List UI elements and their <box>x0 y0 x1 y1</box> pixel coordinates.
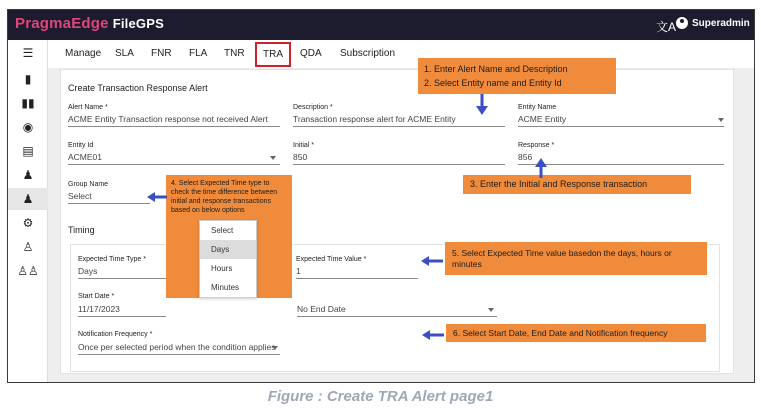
sidebar <box>8 40 48 383</box>
callout-step-1-2 <box>418 58 616 94</box>
tab-bar <box>48 40 755 68</box>
entity-id-underline <box>68 164 280 165</box>
description-input[interactable]: Transaction response alert for ACME Entity <box>293 114 456 124</box>
expected-time-value-underline <box>296 278 418 279</box>
expected-time-type-underline <box>78 278 166 279</box>
arrow-up-icon <box>535 158 547 178</box>
initial-label: Initial * <box>293 142 315 149</box>
user-settings-icon[interactable]: ♙ <box>22 240 34 254</box>
end-date-underline <box>297 316 497 317</box>
expected-time-value-input[interactable]: 1 <box>296 266 301 276</box>
entity-name-chevron-down-icon[interactable] <box>718 118 724 122</box>
dropdown-option-days[interactable]: Days <box>200 240 256 259</box>
group-name-label: Group Name <box>68 181 109 188</box>
entity-name-label: Entity Name <box>518 104 557 111</box>
product-name: FileGPS <box>112 16 164 31</box>
expected-time-type-dropdown[interactable] <box>199 220 257 298</box>
dropdown-option-hours[interactable]: Hours <box>211 264 233 273</box>
callout-step-6: 6. Select Start Date, End Date and Notification frequency <box>446 324 706 342</box>
callout-step-4-text: 4. Select Expected Time type to check the time difference between initial and response transactions based on below options <box>171 180 278 214</box>
entity-id-label: Entity Id <box>68 142 94 149</box>
group-name-select[interactable]: Select <box>68 191 92 201</box>
callout-step-2: 2. Select Entity name and Entity Id <box>424 78 562 88</box>
start-date-underline <box>78 316 166 317</box>
tab-qda[interactable]: QDA <box>300 48 322 59</box>
user-name: Superadmin <box>692 17 750 29</box>
menu-icon[interactable]: ☰ <box>22 46 34 60</box>
start-date-input[interactable]: 11/17/2023 <box>78 304 120 314</box>
user-menu[interactable] <box>676 17 750 29</box>
expected-time-type-label: Expected Time Type * <box>78 256 146 263</box>
timing-title: Timing <box>68 225 95 235</box>
response-underline <box>518 164 724 165</box>
notification-frequency-chevron-down-icon[interactable] <box>272 346 278 350</box>
dropdown-option-minutes[interactable]: Minutes <box>211 283 240 292</box>
documents-icon[interactable]: ▮ <box>24 72 32 86</box>
tab-fla[interactable]: FLA <box>189 48 208 59</box>
account-circle-icon <box>676 17 688 29</box>
notification-frequency-select[interactable]: Once per selected period when the condition applies <box>78 342 276 352</box>
file-icon[interactable]: ▤ <box>22 144 34 158</box>
group-icon[interactable]: ♙♙ <box>17 264 39 278</box>
arrow-left-icon <box>422 330 444 340</box>
alert-name-input[interactable]: ACME Entity Transaction response not received Alert <box>68 114 268 124</box>
alert-active-icon[interactable]: ♟ <box>8 188 48 210</box>
arrow-down-icon <box>476 94 488 116</box>
tab-subscription[interactable]: Subscription <box>340 48 396 59</box>
expected-time-type-select[interactable]: Days <box>78 266 98 276</box>
response-label: Response * <box>518 142 555 149</box>
group-name-underline <box>68 203 150 204</box>
description-label: Description * <box>293 104 333 111</box>
callout-step-5: 5. Select Expected Time value basedon the days, hours or minutes <box>445 242 707 275</box>
arrow-left-icon <box>147 192 167 202</box>
initial-underline <box>293 164 505 165</box>
alert-name-underline <box>68 126 280 127</box>
bar-chart-icon[interactable]: ▮▮ <box>21 96 35 110</box>
brand-name: PragmaEdge <box>15 15 109 32</box>
form-title: Create Transaction Response Alert <box>68 83 208 93</box>
alert-icon[interactable]: ♟ <box>22 168 34 182</box>
notification-frequency-underline <box>78 354 280 355</box>
response-input[interactable]: 856 <box>518 152 533 162</box>
tab-tra[interactable]: TRA <box>255 42 291 67</box>
top-bar <box>8 10 754 40</box>
alert-name-label: Alert Name * <box>68 104 108 111</box>
tab-manage[interactable]: Manage <box>65 48 102 59</box>
arrow-left-icon <box>421 256 443 266</box>
settings-icon[interactable]: ⚙ <box>22 216 34 230</box>
callout-step-3: 3. Enter the Initial and Response transaction <box>463 175 691 194</box>
brand-logo <box>15 15 164 32</box>
description-underline <box>293 126 505 127</box>
notification-frequency-label: Notification Frequency * <box>78 331 153 338</box>
translate-icon[interactable]: 文A <box>656 20 677 34</box>
entity-name-select[interactable]: ACME Entity <box>518 114 567 124</box>
entity-id-select[interactable]: ACME01 <box>68 152 103 162</box>
entity-id-chevron-down-icon[interactable] <box>270 156 276 160</box>
dropdown-option-select[interactable]: Select <box>211 226 234 235</box>
end-date-select[interactable]: No End Date <box>297 304 346 314</box>
initial-input[interactable]: 850 <box>293 152 308 162</box>
tab-sla[interactable]: SLA <box>115 48 134 59</box>
start-date-label: Start Date * <box>78 293 115 300</box>
figure-caption: Figure : Create TRA Alert page1 <box>267 388 494 405</box>
tab-tnr[interactable]: TNR <box>224 48 245 59</box>
callout-step-1: 1. Enter Alert Name and Description <box>424 64 568 74</box>
entity-name-underline <box>518 126 724 127</box>
expected-time-value-label: Expected Time Value * <box>296 256 367 263</box>
end-date-chevron-down-icon[interactable] <box>488 308 494 312</box>
tab-fnr[interactable]: FNR <box>151 48 172 59</box>
account-icon[interactable]: ◉ <box>22 120 34 134</box>
